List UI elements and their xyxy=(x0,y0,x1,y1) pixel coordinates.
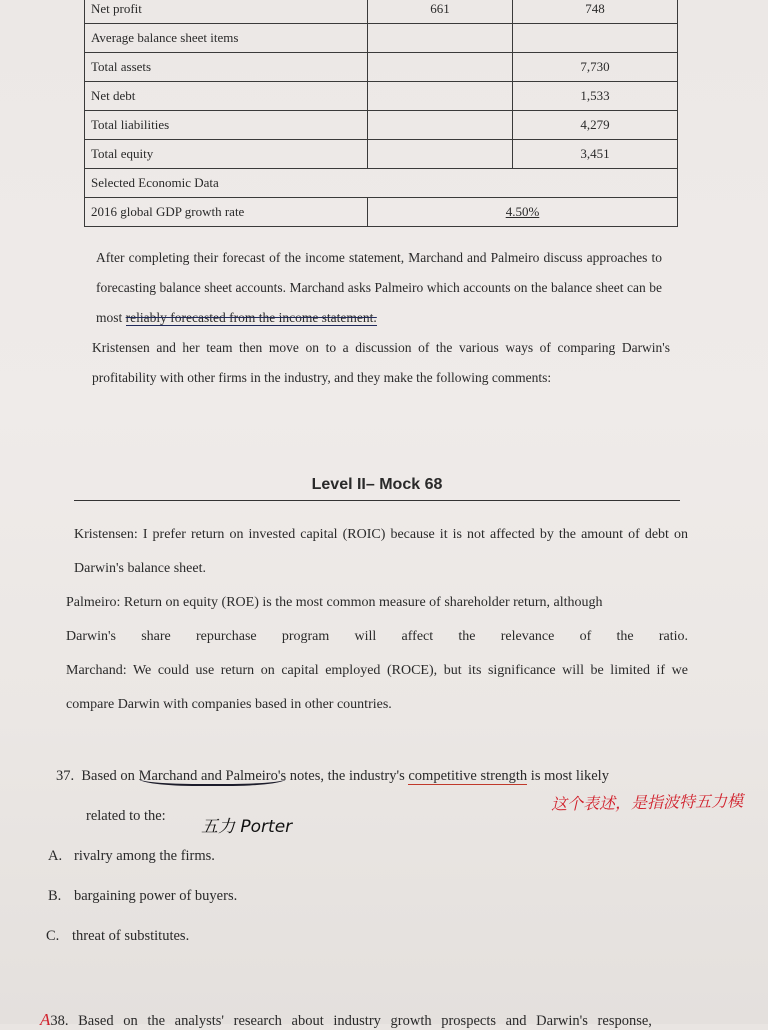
paragraph-text: After completing their forecast of the income statement, Marchand and Palmeiro discuss approaches to forecasting balance sheet accounts. Marchand asks Palmeiro which accounts on the balance sheet can be most xyxy=(96,250,662,325)
option-text: rivalry among the firms. xyxy=(74,848,215,864)
paragraph-forecast xyxy=(96,243,662,333)
underlined-phrase: competitive strength xyxy=(408,768,528,784)
comment-marchand: Marchand: We could use return on capital employed (ROCE), but its significance will be limited if we compare Darwin with companies based in other countries. xyxy=(66,663,688,712)
row-label: Total assets xyxy=(85,53,368,82)
row-label: Net debt xyxy=(85,82,368,111)
handwritten-answer-mark: A xyxy=(40,1010,51,1029)
question-stem: 37. Based on Marchand and Palmeiro's notes, the industry's competitive strength is most likely xyxy=(56,768,609,784)
table-row xyxy=(85,82,678,111)
question-38-cut xyxy=(40,1010,730,1030)
comment-palmeiro-line2: Darwin's share repurchase program will affect the relevance of the ratio. xyxy=(66,629,688,644)
question-number: 38. xyxy=(50,1013,69,1029)
table-row xyxy=(85,140,678,169)
row-value-2: 748 xyxy=(513,0,678,24)
table-row xyxy=(85,0,678,24)
underlined-names: Marchand and Palmeiro's xyxy=(138,768,287,784)
table-section-row xyxy=(85,169,678,198)
row-value-2: 4,279 xyxy=(513,111,678,140)
row-label: Average balance sheet items xyxy=(85,24,368,53)
row-value-2: 3,451 xyxy=(513,140,678,169)
row-value-1: 661 xyxy=(368,0,513,24)
row-value-2 xyxy=(513,24,678,53)
row-value-1 xyxy=(368,53,513,82)
question-number: 37. xyxy=(56,768,75,784)
row-label: Total equity xyxy=(85,140,368,169)
page-header: Level II– Mock 68 xyxy=(311,476,443,493)
option-letter: B. xyxy=(48,888,62,904)
option-b[interactable] xyxy=(48,888,237,905)
question-text: Based on the analysts' research about industry growth prospects and Darwin's response, xyxy=(78,1013,652,1029)
handwritten-note-black: 五力 Porter xyxy=(201,817,293,837)
row-value-1 xyxy=(368,111,513,140)
row-value-1 xyxy=(368,140,513,169)
comment-kristensen: Kristensen: I prefer return on invested capital (ROIC) because it is not affected by the amount of debt on Darwin's balance sheet. xyxy=(74,527,688,576)
option-c[interactable] xyxy=(46,928,189,945)
section-label: Selected Economic Data xyxy=(85,169,678,198)
gdp-value: 4.50% xyxy=(505,204,540,219)
option-letter: A. xyxy=(48,848,63,864)
paragraph-profitability: Kristensen and her team then move on to a discussion of the various ways of comparing Darwin's profitability with other firms in the industry, and they make the following comments: xyxy=(92,340,670,385)
row-value-2: 7,730 xyxy=(513,53,678,82)
analyst-comments xyxy=(66,518,688,722)
question-stem-end: related to the: xyxy=(86,808,166,824)
table-row xyxy=(85,24,678,53)
gdp-label: 2016 global GDP growth rate xyxy=(85,198,368,227)
handwritten-note-red: 这个表述，是指波特五力模 xyxy=(550,791,744,814)
row-value-1 xyxy=(368,24,513,53)
row-value-2: 1,533 xyxy=(513,82,678,111)
struck-phrase: reliably forecasted from the income statement. xyxy=(125,310,377,325)
row-label: Net profit xyxy=(85,0,368,24)
comment-palmeiro-line1: Palmeiro: Return on equity (ROE) is the most common measure of shareholder return, although xyxy=(66,595,603,610)
table-row xyxy=(85,111,678,140)
table-row xyxy=(85,53,678,82)
option-text: threat of substitutes. xyxy=(72,928,190,944)
option-letter: C. xyxy=(46,928,60,944)
option-a[interactable] xyxy=(48,848,215,865)
row-value-1 xyxy=(368,82,513,111)
option-text: bargaining power of buyers. xyxy=(74,888,238,904)
financial-data-table xyxy=(84,0,678,227)
table-row xyxy=(85,198,678,227)
row-label: Total liabilities xyxy=(85,111,368,140)
header-divider xyxy=(74,500,680,501)
